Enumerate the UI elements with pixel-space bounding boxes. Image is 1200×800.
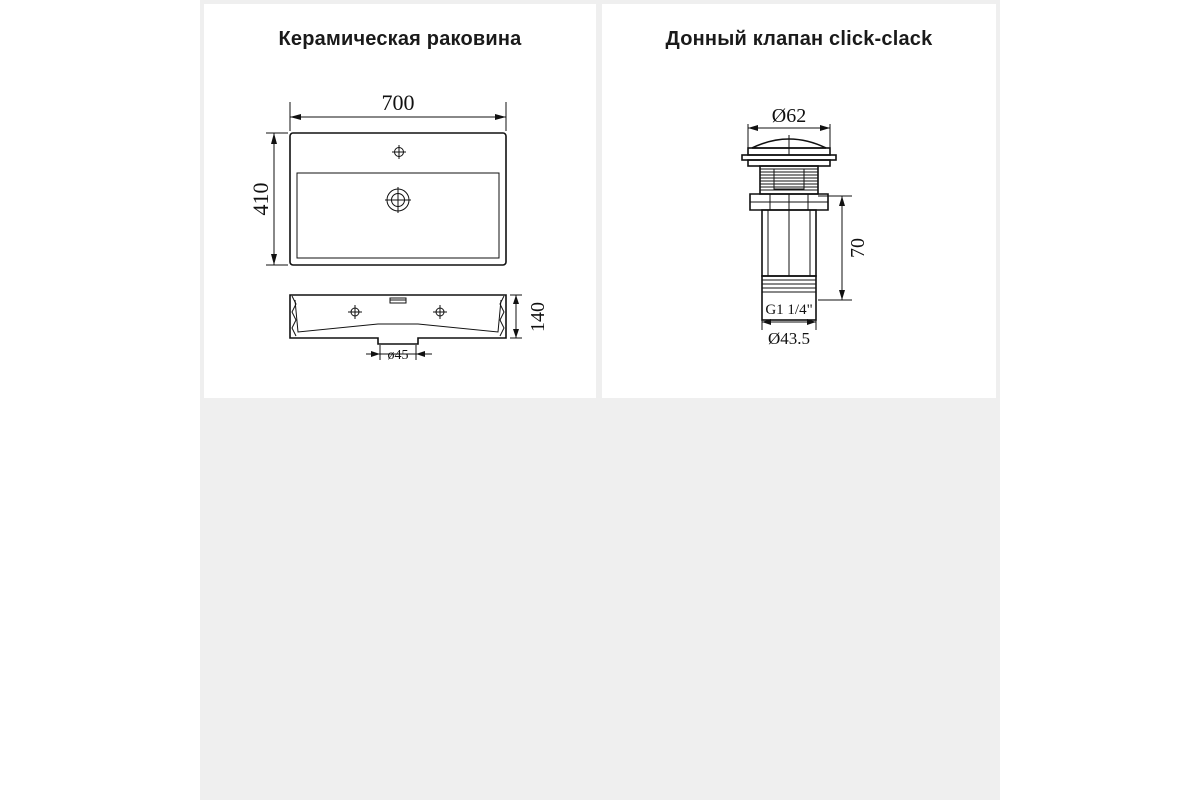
sink-panel-title: Керамическая раковина (278, 28, 522, 50)
height-dimension (510, 295, 522, 338)
valve-drawing (602, 4, 996, 398)
valve-cap (748, 135, 830, 155)
canvas (200, 0, 1000, 800)
drain-hole-icon (385, 187, 411, 213)
valve-flange (742, 155, 836, 166)
valve-panel-title: Донный клапан click-clack (665, 28, 933, 50)
sink-drawing (204, 4, 596, 398)
pipe-diameter-label: Ø43.5 (767, 329, 811, 348)
cap-diameter-label: Ø62 (771, 105, 807, 127)
valve-pipe-body (762, 210, 816, 276)
valve-thread-upper (760, 166, 818, 194)
sink-panel (204, 4, 596, 398)
valve-panel (602, 4, 996, 398)
width-label: 700 (381, 90, 415, 115)
depth-label: 410 (248, 182, 273, 216)
valve-nut (750, 194, 828, 210)
thread-label: G1 1/4" (765, 302, 813, 318)
drain-diameter-label: ø45 (387, 348, 409, 363)
sink-basin-outline (297, 173, 499, 258)
faucet-hole-icon (392, 145, 406, 159)
length-label: 70 (847, 238, 869, 258)
height-label: 140 (527, 302, 549, 332)
sink-side-view (290, 295, 506, 344)
